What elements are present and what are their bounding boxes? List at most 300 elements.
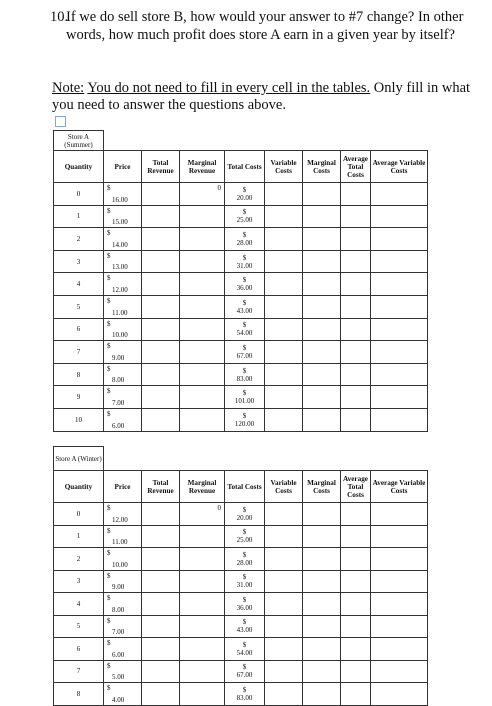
question-text: If we do sell store B, how would your answer to #7 change? In other words, how much profit does store A earn in a given year by itself? — [66, 9, 464, 43]
empty-cell[interactable] — [265, 228, 303, 251]
dollar-sign: $ — [242, 253, 247, 262]
table-row — [54, 593, 428, 616]
empty-cell[interactable] — [265, 615, 303, 638]
empty-cell[interactable] — [303, 408, 341, 431]
empty-cell[interactable] — [371, 295, 428, 318]
dollar-sign: $ — [242, 550, 247, 559]
empty-cell[interactable] — [142, 183, 180, 206]
empty-cell[interactable] — [371, 408, 428, 431]
empty-cell[interactable] — [180, 570, 225, 593]
dollar-sign: $ — [242, 321, 247, 330]
total-costs-value: 120.00 — [234, 419, 255, 428]
total-costs-value: 25.00 — [236, 216, 253, 225]
empty-cell[interactable] — [371, 318, 428, 341]
empty-cell[interactable] — [142, 615, 180, 638]
empty-cell[interactable] — [303, 548, 341, 571]
price-value: 10.00 — [112, 331, 128, 340]
note-underlined-text: You do not need to fill in every cell in the tables. — [87, 80, 371, 96]
header-average-total-costs: Average Total Costs — [341, 151, 371, 183]
total-costs-cell — [225, 660, 265, 683]
quantity-cell: 3 — [54, 250, 104, 273]
dollar-sign: $ — [242, 411, 247, 420]
table-row — [54, 570, 428, 593]
header-total-costs: Total Costs — [225, 151, 265, 183]
empty-cell[interactable] — [265, 363, 303, 386]
price-cell — [104, 183, 142, 206]
question-10 — [50, 8, 476, 44]
empty-cell[interactable] — [265, 205, 303, 228]
empty-cell[interactable] — [180, 341, 225, 364]
header-quantity: Quantity — [54, 471, 104, 503]
empty-cell[interactable] — [142, 341, 180, 364]
price-value: 5.00 — [112, 673, 125, 681]
empty-cell[interactable] — [341, 683, 371, 706]
price-value: 6.00 — [112, 421, 125, 430]
empty-cell[interactable] — [180, 683, 225, 706]
empty-cell[interactable] — [371, 570, 428, 593]
dollar-sign: $ — [242, 528, 247, 537]
note-label: Note: — [52, 80, 85, 96]
dollar-sign: $ — [107, 342, 111, 351]
empty-cell[interactable] — [371, 593, 428, 616]
total-costs-value: 67.00 — [236, 671, 253, 680]
empty-cell[interactable] — [265, 570, 303, 593]
empty-cell[interactable] — [265, 183, 303, 206]
empty-cell[interactable] — [265, 503, 303, 526]
marginal-revenue-value: 0 — [217, 504, 221, 512]
empty-cell[interactable] — [341, 228, 371, 251]
empty-cell[interactable] — [303, 386, 341, 409]
price-value: 12.00 — [112, 285, 128, 294]
header-quantity: Quantity — [54, 151, 104, 183]
empty-cell[interactable] — [142, 548, 180, 571]
table-row — [54, 341, 428, 364]
empty-cell[interactable] — [180, 593, 225, 616]
note — [52, 80, 472, 114]
empty-cell[interactable] — [341, 503, 371, 526]
empty-cell[interactable] — [180, 638, 225, 661]
price-cell — [104, 683, 142, 706]
empty-cell[interactable] — [142, 525, 180, 548]
empty-cell[interactable] — [303, 295, 341, 318]
total-costs-value: 43.00 — [236, 306, 253, 315]
price-cell — [104, 341, 142, 364]
question-number: 10. — [50, 9, 69, 25]
dollar-sign: $ — [107, 661, 111, 670]
empty-cell[interactable] — [371, 205, 428, 228]
dollar-sign: $ — [107, 526, 111, 535]
quantity-cell: 4 — [54, 273, 104, 296]
empty-cell[interactable] — [371, 525, 428, 548]
price-cell — [104, 660, 142, 683]
price-cell — [104, 228, 142, 251]
empty-cell[interactable] — [142, 318, 180, 341]
total-costs-cell — [225, 615, 265, 638]
quantity-cell: 0 — [54, 503, 104, 526]
table-row — [54, 250, 428, 273]
empty-cell[interactable] — [371, 341, 428, 364]
total-costs-cell — [225, 228, 265, 251]
price-value: 7.00 — [112, 398, 125, 407]
total-costs-cell — [225, 683, 265, 706]
empty-cell[interactable] — [142, 408, 180, 431]
total-costs-cell — [225, 250, 265, 273]
price-cell — [104, 250, 142, 273]
empty-cell[interactable] — [371, 683, 428, 706]
header-total-revenue: Total Revenue — [142, 151, 180, 183]
total-costs-value: 43.00 — [236, 626, 253, 635]
dollar-sign: $ — [107, 364, 111, 373]
table-row — [54, 295, 428, 318]
empty-cell[interactable] — [303, 205, 341, 228]
empty-cell[interactable] — [341, 408, 371, 431]
total-costs-cell — [225, 363, 265, 386]
empty-cell[interactable] — [341, 660, 371, 683]
empty-cell[interactable] — [142, 273, 180, 296]
header-average-variable-costs: Average Variable Costs — [371, 151, 428, 183]
quantity-cell: 5 — [54, 615, 104, 638]
total-costs-cell — [225, 548, 265, 571]
total-costs-value: 28.00 — [236, 558, 253, 567]
empty-cell[interactable] — [341, 525, 371, 548]
empty-cell[interactable] — [303, 638, 341, 661]
total-costs-value: 20.00 — [236, 513, 253, 522]
empty-cell[interactable] — [341, 205, 371, 228]
price-cell — [104, 363, 142, 386]
empty-cell[interactable] — [265, 273, 303, 296]
empty-cell[interactable] — [180, 363, 225, 386]
empty-cell[interactable] — [371, 548, 428, 571]
total-costs-value: 83.00 — [236, 374, 253, 383]
dollar-sign: $ — [107, 409, 111, 418]
total-costs-cell — [225, 525, 265, 548]
empty-cell[interactable] — [341, 570, 371, 593]
empty-cell[interactable] — [180, 228, 225, 251]
empty-cell[interactable] — [180, 525, 225, 548]
dollar-sign: $ — [107, 296, 111, 305]
empty-cell[interactable] — [265, 408, 303, 431]
table-row — [54, 525, 428, 548]
empty-cell[interactable] — [142, 683, 180, 706]
price-value: 8.00 — [112, 376, 125, 385]
empty-cell[interactable] — [303, 615, 341, 638]
table-row — [54, 183, 428, 206]
empty-cell[interactable] — [142, 363, 180, 386]
empty-cell[interactable] — [341, 250, 371, 273]
total-costs-value: 36.00 — [236, 284, 253, 293]
empty-cell[interactable] — [265, 386, 303, 409]
total-costs-cell — [225, 205, 265, 228]
quantity-cell: 8 — [54, 363, 104, 386]
price-cell — [104, 503, 142, 526]
header-marginal-revenue: Marginal Revenue — [180, 151, 225, 183]
header-marginal-costs: Marginal Costs — [303, 151, 341, 183]
header-variable-costs: Variable Costs — [265, 151, 303, 183]
price-value: 14.00 — [112, 240, 128, 249]
empty-cell[interactable] — [142, 503, 180, 526]
dollar-sign: $ — [242, 505, 247, 514]
price-value: 9.00 — [112, 353, 125, 362]
header-variable-costs: Variable Costs — [265, 471, 303, 503]
price-value: 4.00 — [112, 695, 125, 704]
header-price: Price — [104, 471, 142, 503]
empty-cell[interactable] — [303, 593, 341, 616]
empty-cell[interactable] — [180, 408, 225, 431]
empty-cell[interactable] — [180, 318, 225, 341]
empty-cell[interactable] — [371, 386, 428, 409]
total-costs-cell — [225, 183, 265, 206]
price-cell — [104, 295, 142, 318]
price-value: 12.00 — [112, 515, 128, 524]
empty-cell[interactable] — [341, 295, 371, 318]
empty-cell[interactable] — [265, 638, 303, 661]
total-costs-cell — [225, 295, 265, 318]
empty-cell[interactable] — [341, 615, 371, 638]
table-row — [54, 363, 428, 386]
empty-cell[interactable] — [180, 615, 225, 638]
empty-cell[interactable] — [180, 386, 225, 409]
dollar-sign: $ — [107, 594, 111, 602]
empty-cell[interactable] — [303, 503, 341, 526]
empty-cell[interactable] — [341, 183, 371, 206]
empty-cell[interactable] — [341, 548, 371, 571]
empty-cell[interactable] — [265, 660, 303, 683]
price-value: 15.00 — [112, 218, 128, 227]
dollar-sign: $ — [107, 251, 111, 260]
empty-cell[interactable] — [180, 295, 225, 318]
dollar-sign: $ — [107, 639, 111, 647]
empty-cell[interactable] — [142, 593, 180, 616]
empty-cell[interactable] — [142, 570, 180, 593]
empty-cell[interactable] — [180, 660, 225, 683]
dollar-sign: $ — [107, 184, 111, 192]
dollar-sign: $ — [242, 573, 247, 582]
empty-cell[interactable] — [341, 363, 371, 386]
total-costs-value: 28.00 — [236, 238, 253, 247]
price-cell — [104, 273, 142, 296]
dollar-sign: $ — [242, 366, 247, 375]
quantity-cell: 9 — [54, 386, 104, 409]
quantity-cell: 6 — [54, 318, 104, 341]
empty-cell[interactable] — [341, 386, 371, 409]
title-row-blank — [104, 131, 428, 151]
empty-cell[interactable] — [142, 386, 180, 409]
empty-cell[interactable] — [180, 548, 225, 571]
price-cell — [104, 615, 142, 638]
total-costs-cell — [225, 638, 265, 661]
quantity-cell: 1 — [54, 525, 104, 548]
empty-cell[interactable] — [142, 250, 180, 273]
header-price: Price — [104, 151, 142, 183]
total-costs-value: 101.00 — [234, 397, 255, 406]
empty-cell[interactable] — [303, 183, 341, 206]
total-costs-cell — [225, 408, 265, 431]
price-cell — [104, 525, 142, 548]
quantity-cell: 2 — [54, 228, 104, 251]
empty-cell[interactable] — [303, 318, 341, 341]
marginal-revenue-value: 0 — [217, 184, 221, 192]
empty-cell[interactable] — [371, 660, 428, 683]
price-value: 6.00 — [112, 650, 125, 659]
table-row — [54, 228, 428, 251]
empty-cell[interactable] — [265, 683, 303, 706]
table-row — [54, 408, 428, 431]
total-costs-cell — [225, 570, 265, 593]
total-costs-cell — [225, 386, 265, 409]
empty-cell[interactable] — [142, 228, 180, 251]
empty-cell[interactable] — [371, 250, 428, 273]
note-rest-text: Only fill in what you need to answer the questions above. — [52, 80, 471, 113]
empty-cell[interactable] — [142, 660, 180, 683]
empty-cell[interactable] — [341, 273, 371, 296]
price-cell — [104, 408, 142, 431]
empty-cell[interactable] — [303, 363, 341, 386]
dollar-sign: $ — [242, 208, 247, 217]
table-row — [54, 683, 428, 706]
quantity-cell: 3 — [54, 570, 104, 593]
header-average-total-costs: Average Total Costs — [341, 471, 371, 503]
dollar-sign: $ — [107, 684, 111, 692]
empty-cell[interactable] — [303, 683, 341, 706]
empty-cell[interactable] — [180, 250, 225, 273]
table-row — [54, 273, 428, 296]
table-row — [54, 318, 428, 341]
dollar-sign: $ — [107, 319, 111, 328]
price-cell — [104, 593, 142, 616]
quantity-cell: 2 — [54, 548, 104, 571]
total-costs-value: 83.00 — [236, 693, 253, 702]
dollar-sign: $ — [242, 618, 247, 627]
empty-cell[interactable] — [303, 660, 341, 683]
dollar-sign: $ — [242, 230, 247, 239]
price-value: 7.00 — [112, 628, 125, 636]
empty-cell[interactable] — [341, 318, 371, 341]
price-cell — [104, 205, 142, 228]
total-costs-value: 54.00 — [236, 648, 253, 657]
quantity-cell: 0 — [54, 183, 104, 206]
empty-cell[interactable] — [303, 341, 341, 364]
dollar-sign: $ — [242, 595, 247, 604]
empty-cell[interactable] — [180, 205, 225, 228]
dollar-sign: $ — [242, 276, 247, 285]
table-title: Store A (Winter) — [54, 447, 104, 471]
quantity-cell: 1 — [54, 205, 104, 228]
price-cell — [104, 318, 142, 341]
table-store-a-summer — [53, 130, 428, 432]
total-costs-value: 31.00 — [236, 581, 253, 590]
empty-cell[interactable] — [303, 570, 341, 593]
quantity-cell: 5 — [54, 295, 104, 318]
header-total-costs: Total Costs — [225, 471, 265, 503]
title-row-blank — [104, 447, 428, 471]
empty-cell[interactable] — [265, 318, 303, 341]
dollar-sign: $ — [107, 206, 111, 215]
header-total-revenue: Total Revenue — [142, 471, 180, 503]
empty-cell[interactable] — [142, 295, 180, 318]
table-title: Store A (Summer) — [54, 131, 104, 151]
dollar-sign: $ — [242, 663, 247, 672]
header-marginal-revenue: Marginal Revenue — [180, 471, 225, 503]
empty-cell[interactable] — [341, 341, 371, 364]
dollar-sign: $ — [107, 571, 111, 580]
dollar-sign: $ — [242, 685, 247, 694]
empty-cell[interactable] — [265, 548, 303, 571]
table-row — [54, 386, 428, 409]
empty-cell[interactable] — [303, 228, 341, 251]
empty-cell[interactable] — [265, 593, 303, 616]
marginal-revenue-cell[interactable] — [180, 183, 225, 206]
empty-cell[interactable] — [265, 525, 303, 548]
total-costs-value: 20.00 — [236, 193, 253, 202]
marginal-revenue-cell[interactable] — [180, 503, 225, 526]
price-value: 8.00 — [112, 605, 125, 614]
empty-cell[interactable] — [371, 638, 428, 661]
empty-cell[interactable] — [180, 273, 225, 296]
empty-cell[interactable] — [265, 295, 303, 318]
table-store-a-winter — [53, 446, 428, 706]
checkbox[interactable] — [55, 116, 66, 127]
total-costs-cell — [225, 318, 265, 341]
empty-cell[interactable] — [142, 638, 180, 661]
empty-cell[interactable] — [371, 228, 428, 251]
dollar-sign: $ — [107, 229, 111, 238]
empty-cell[interactable] — [371, 363, 428, 386]
dollar-sign: $ — [242, 298, 247, 307]
quantity-cell: 4 — [54, 593, 104, 616]
total-costs-value: 25.00 — [236, 536, 253, 545]
total-costs-cell — [225, 341, 265, 364]
price-value: 13.00 — [112, 263, 128, 272]
empty-cell[interactable] — [303, 273, 341, 296]
price-value: 11.00 — [112, 538, 128, 546]
dollar-sign: $ — [107, 274, 111, 283]
dollar-sign: $ — [242, 640, 247, 649]
empty-cell[interactable] — [371, 273, 428, 296]
empty-cell[interactable] — [142, 205, 180, 228]
price-cell — [104, 570, 142, 593]
empty-cell[interactable] — [371, 615, 428, 638]
empty-cell[interactable] — [341, 593, 371, 616]
table-row — [54, 660, 428, 683]
empty-cell[interactable] — [303, 525, 341, 548]
quantity-cell: 10 — [54, 408, 104, 431]
table-row — [54, 615, 428, 638]
price-value: 9.00 — [112, 583, 125, 591]
table-row — [54, 503, 428, 526]
price-value: 10.00 — [112, 560, 128, 569]
empty-cell[interactable] — [303, 250, 341, 273]
empty-cell[interactable] — [371, 503, 428, 526]
dollar-sign: $ — [242, 389, 247, 398]
empty-cell[interactable] — [265, 250, 303, 273]
total-costs-value: 54.00 — [236, 329, 253, 338]
price-cell — [104, 548, 142, 571]
empty-cell[interactable] — [265, 341, 303, 364]
empty-cell[interactable] — [371, 183, 428, 206]
table-row — [54, 548, 428, 571]
price-cell — [104, 386, 142, 409]
total-costs-value: 36.00 — [236, 603, 253, 612]
quantity-cell: 6 — [54, 638, 104, 661]
table-row — [54, 205, 428, 228]
price-value: 11.00 — [112, 308, 128, 317]
total-costs-value: 67.00 — [236, 351, 253, 360]
dollar-sign: $ — [242, 343, 247, 352]
quantity-cell: 7 — [54, 341, 104, 364]
dollar-sign: $ — [107, 549, 111, 557]
header-average-variable-costs: Average Variable Costs — [371, 471, 428, 503]
empty-cell[interactable] — [341, 638, 371, 661]
